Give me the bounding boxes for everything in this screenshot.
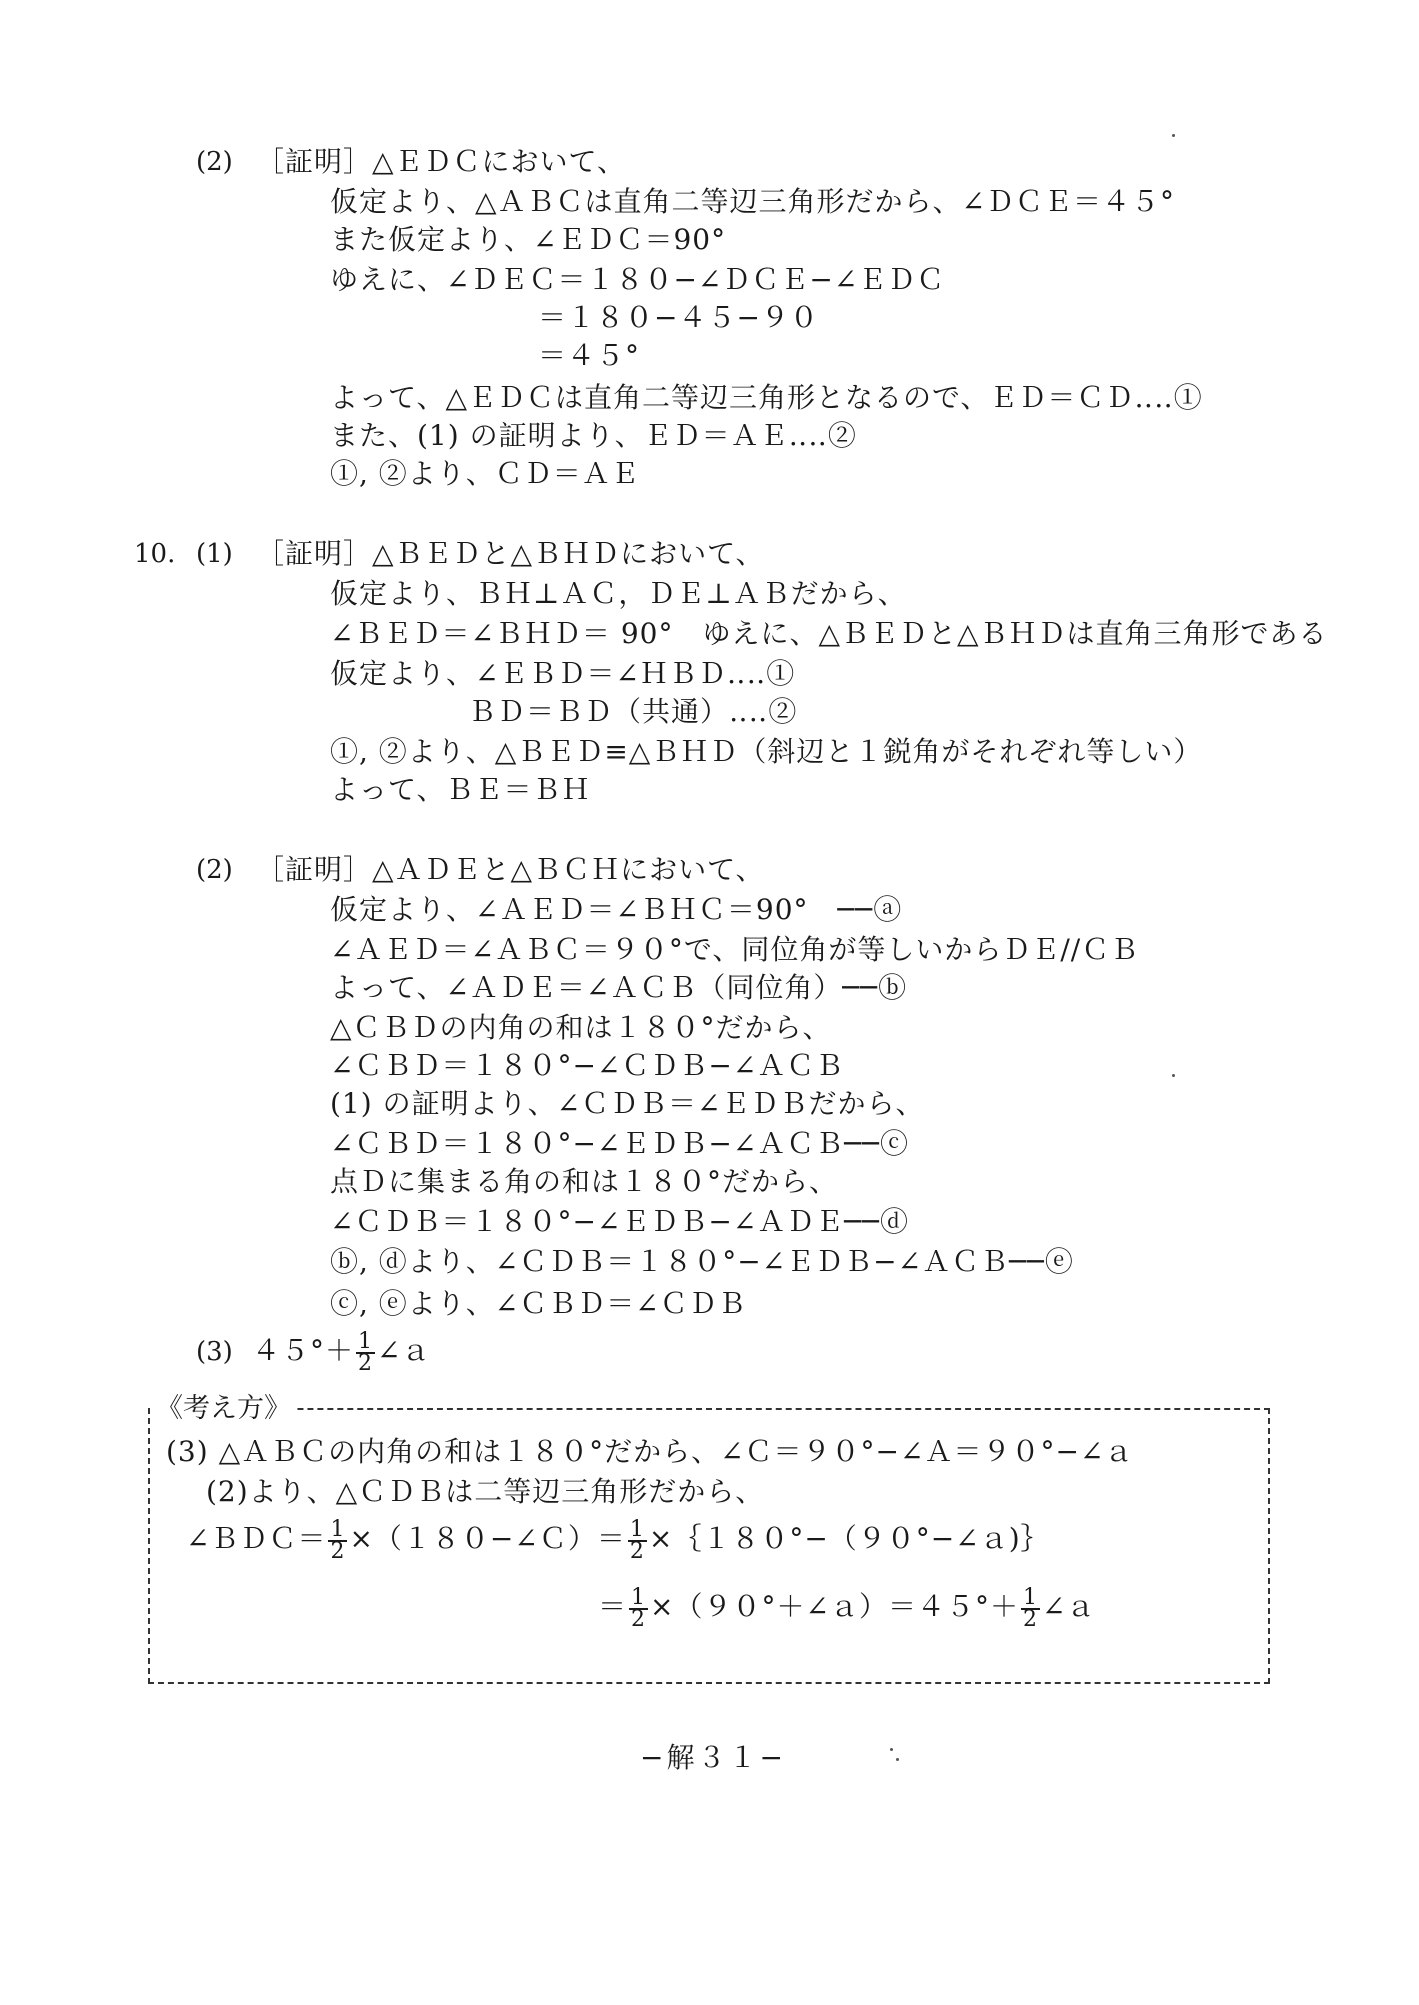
proof-line: ∠ＣＢＤ＝１８０°−∠ＥＤＢ−∠ＡＣＢ──ⓒ (330, 1127, 910, 1160)
answer-expression (252, 1326, 430, 1376)
hint-eq-part: ∠ａ (1041, 1590, 1096, 1623)
hint-eq-part: ×（９０°＋∠ａ）＝４５°＋ (650, 1590, 1019, 1623)
proof-line: ∠ＢＥＤ＝∠ＢＨＤ＝ 90° ゆえに、△ＢＥＤと△ＢＨＤは直角三角形である (330, 617, 1328, 650)
proof-line: ∠ＣＤＢ＝１８０°−∠ＥＤＢ−∠ＡＤＥ──ⓓ (330, 1205, 910, 1238)
scan-speck (896, 1758, 899, 1761)
hint-line: (3) △ＡＢＣの内角の和は１８０°だから、∠Ｃ＝９０°−∠Ａ＝９０°−∠ａ (166, 1435, 1134, 1468)
hint-line: (2)より、△ＣＤＢは二等辺三角形だから、 (206, 1475, 765, 1508)
fraction (356, 1328, 375, 1376)
hint-eq-part: ×（１８０−∠Ｃ）＝ (349, 1522, 626, 1555)
fraction-numerator: 1 (1022, 1584, 1038, 1610)
fraction-denominator: 2 (330, 1538, 346, 1564)
fraction-denominator: 2 (629, 1538, 645, 1564)
proof-line: よって、△ＥＤＣは直角二等辺三角形となるので、ＥＤ＝ＣＤ‥‥① (330, 381, 1203, 414)
proof-line: 仮定より、∠ＥＢＤ＝∠ＨＢＤ‥‥① (330, 657, 796, 690)
question-number: 10. (134, 539, 176, 569)
proof-line: よって、∠ＡＤＥ＝∠ＡＣＢ（同位角）──ⓑ (330, 971, 908, 1004)
fraction-denominator: 2 (1022, 1606, 1038, 1632)
page-number: −解３１− (640, 1741, 786, 1774)
proof-heading: ［証明］△ＢＥＤと△ＢＨＤにおいて、 (256, 537, 765, 570)
fraction-numerator: 1 (330, 1516, 346, 1542)
proof-line: ⓑ, ⓓより、∠ＣＤＢ＝１８０°−∠ＥＤＢ−∠ＡＣＢ──ⓔ (330, 1245, 1074, 1278)
proof-line: △ＣＢＤの内角の和は１８０°だから、 (330, 1011, 832, 1044)
scan-speck (1172, 1074, 1175, 1077)
proof-line: ゆえに、∠ＤＥＣ＝１８０−∠ＤＣＥ−∠ＥＤＣ (330, 263, 946, 296)
fraction-numerator: 1 (358, 1328, 374, 1354)
part-label: (3) (196, 1337, 233, 1367)
hint-eq-part: ∠ＢＤＣ＝ (186, 1522, 327, 1555)
proof-line: 点Ｄに集まる角の和は１８０°だから、 (330, 1165, 839, 1198)
proof-line: ∠ＣＢＤ＝１８０°−∠ＣＤＢ−∠ＡＣＢ (330, 1049, 845, 1082)
proof-line: ＝１８０−４５−９０ (538, 301, 819, 334)
fraction-denominator: 2 (631, 1606, 647, 1632)
proof-line: ＝４５° (538, 339, 641, 372)
proof-line: (1) の証明より、∠ＣＤＢ＝∠ＥＤＢだから、 (330, 1087, 925, 1120)
proof-line: ∠ＡＥＤ＝∠ＡＢＣ＝９０°で、同位角が等しいからＤＥ//ＣＢ (330, 933, 1140, 966)
proof-line: 仮定より、△ＡＢＣは直角二等辺三角形だから、∠ＤＣＥ＝４５° (330, 185, 1175, 218)
proof-heading: ［証明］△ＡＤＥと△ＢＣＨにおいて、 (256, 853, 765, 886)
fraction (629, 1584, 648, 1632)
part-label: (2) (196, 855, 233, 885)
fraction (328, 1516, 347, 1564)
hint-eq-part: ×｛１８０°−（９０°−∠ａ)｝ (648, 1522, 1050, 1555)
hint-equation (598, 1582, 1095, 1632)
fraction-numerator: 1 (629, 1516, 645, 1542)
proof-line: ＢＤ＝ＢＤ（共通）‥‥② (468, 695, 798, 728)
answer-post: ∠ａ (377, 1334, 431, 1367)
fraction-denominator: 2 (358, 1350, 374, 1376)
fraction-numerator: 1 (631, 1584, 647, 1610)
proof-line: 仮定より、ＢＨ⊥ＡＣ，ＤＥ⊥ＡＢだから、 (330, 577, 907, 610)
proof-line: よって、ＢＥ＝ＢＨ (330, 773, 591, 806)
proof-line: また仮定より、∠ＥＤＣ＝90° (330, 223, 727, 256)
hint-title: 《考え方》 (150, 1392, 297, 1426)
hint-eq-part: ＝ (598, 1590, 628, 1623)
scan-speck (1172, 134, 1175, 137)
proof-line: ⓒ, ⓔより、∠ＣＢＤ＝∠ＣＤＢ (330, 1287, 747, 1320)
answer-pre: ４５°＋ (252, 1334, 355, 1367)
proof-line: 仮定より、∠ＡＥＤ＝∠ＢＨＣ＝90° ──ⓐ (330, 893, 903, 926)
hint-equation (186, 1514, 1050, 1564)
proof-line: また、(1) の証明より、ＥＤ＝ＡＥ‥‥② (330, 419, 857, 452)
proof-line: ①, ②より、△ＢＥＤ≡△ＢＨＤ（斜辺と１鋭角がそれぞれ等しい） (330, 735, 1203, 768)
fraction (628, 1516, 647, 1564)
part-label: (1) (196, 539, 233, 569)
part-label: (2) (196, 147, 233, 177)
fraction (1021, 1584, 1040, 1632)
scan-speck (890, 1748, 893, 1751)
proof-heading: ［証明］△ＥＤＣにおいて、 (256, 145, 626, 178)
proof-line: ①, ②より、ＣＤ＝ＡＥ (330, 457, 640, 490)
